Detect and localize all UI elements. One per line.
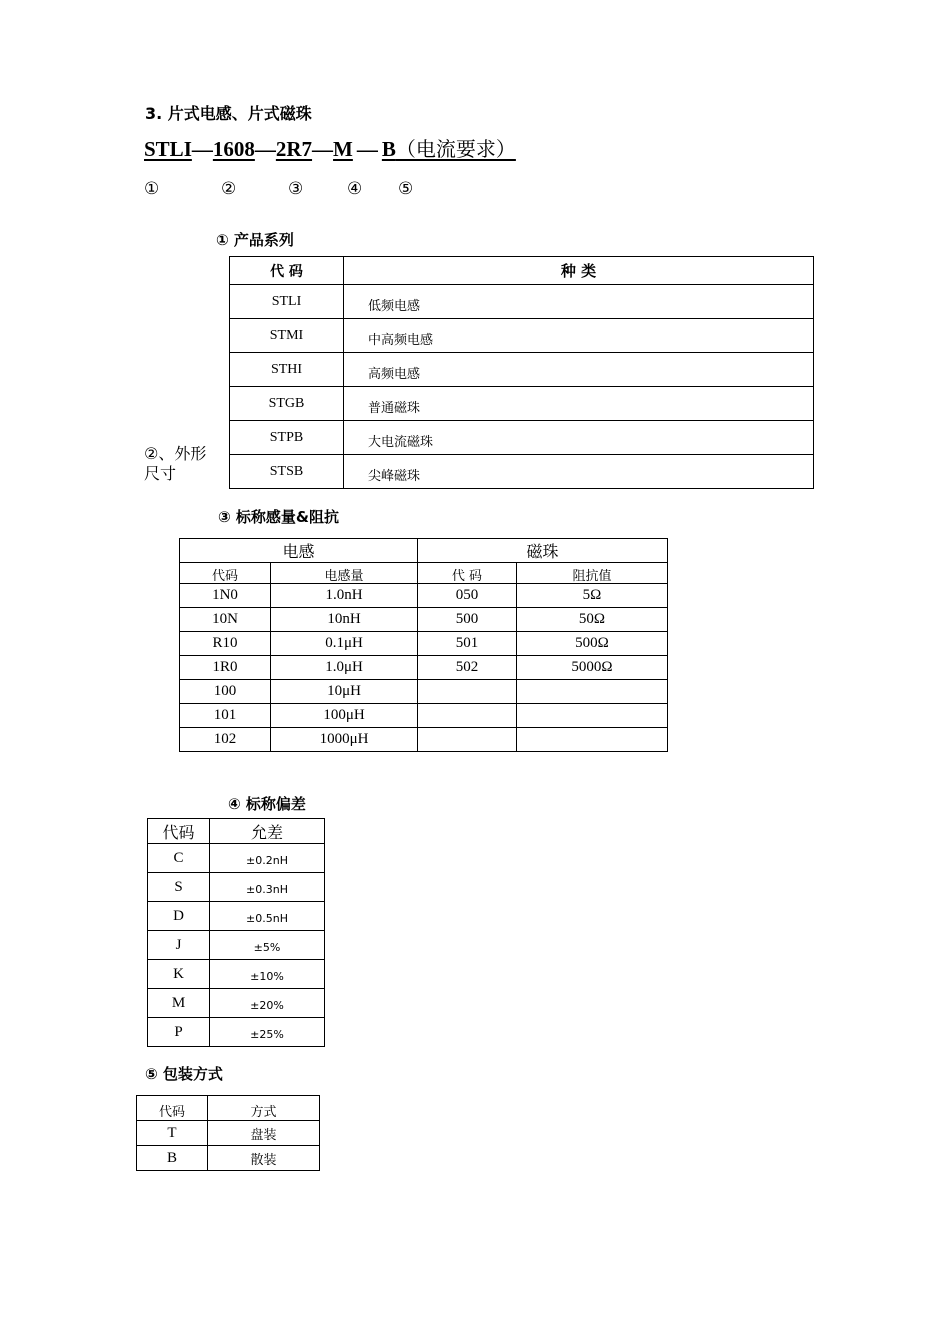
bead-code: 050: [418, 584, 517, 608]
bead-code: [418, 680, 517, 704]
bead-code: 501: [418, 632, 517, 656]
table-row: [230, 285, 814, 319]
table-header-row: [137, 1096, 320, 1121]
inductance-value: 100μH: [271, 704, 418, 728]
sub-header-code: 代码: [180, 563, 271, 584]
marker-3: ③: [288, 179, 304, 199]
impedance-value: 5000Ω: [517, 656, 668, 680]
inductance-code: 10N: [180, 608, 271, 632]
tolerance-value: ±10%: [210, 960, 325, 989]
inductance-value: 1.0μH: [271, 656, 418, 680]
tolerance-value: ±0.2nH: [210, 844, 325, 873]
section-heading: 3. 片式电感、片式磁珠: [145, 104, 312, 123]
header-code: 代码: [148, 819, 210, 844]
code-separator: —: [254, 137, 276, 161]
packaging-code: T: [137, 1121, 208, 1146]
impedance-value: [517, 680, 668, 704]
series-type: 高频电感: [344, 353, 814, 387]
shape-size-line-2: 尺寸: [144, 464, 177, 483]
bead-code: [418, 704, 517, 728]
packaging-title: ⑤ 包装方式: [145, 1065, 223, 1083]
series-code: STPB: [230, 421, 344, 455]
tolerance-table: [147, 818, 325, 1047]
part-code-line: [144, 133, 516, 162]
table-row: [137, 1146, 320, 1171]
table-row: [180, 632, 668, 656]
table-row: [148, 873, 325, 902]
inductance-value: 1.0nH: [271, 584, 418, 608]
tolerance-title: ④ 标称偏差: [228, 795, 306, 813]
code-segment-value: 2R7: [275, 137, 313, 161]
bead-code: 502: [418, 656, 517, 680]
impedance-value: [517, 704, 668, 728]
series-type: 低频电感: [344, 285, 814, 319]
header-code: 代码: [137, 1096, 208, 1121]
inductance-value: 10nH: [271, 608, 418, 632]
table-row: [148, 1018, 325, 1047]
code-separator: —: [356, 137, 378, 161]
inductance-value: 1000μH: [271, 728, 418, 752]
inductance-code: R10: [180, 632, 271, 656]
code-separator: —: [191, 137, 213, 161]
table-row: [180, 656, 668, 680]
table-row: [148, 989, 325, 1018]
nominal-title: ③ 标称感量&阻抗: [218, 508, 340, 526]
tolerance-code: K: [148, 960, 210, 989]
code-note: （电流要求）: [395, 137, 516, 161]
product-series-title: ① 产品系列: [216, 231, 294, 249]
marker-5: ⑤: [398, 179, 414, 199]
tolerance-code: M: [148, 989, 210, 1018]
impedance-value: 5Ω: [517, 584, 668, 608]
group-header-bead: 磁珠: [418, 539, 668, 563]
inductance-value: 0.1μH: [271, 632, 418, 656]
inductance-code: 1N0: [180, 584, 271, 608]
tolerance-code: D: [148, 902, 210, 931]
series-type: 尖峰磁珠: [344, 455, 814, 489]
header-tolerance: 允差: [210, 819, 325, 844]
table-row: [148, 844, 325, 873]
code-segment-tolerance: M: [333, 137, 353, 161]
group-header-row: [180, 539, 668, 563]
series-code: STHI: [230, 353, 344, 387]
table-row: [180, 704, 668, 728]
table-row: [180, 584, 668, 608]
sub-header-row: [180, 563, 668, 584]
impedance-value: 50Ω: [517, 608, 668, 632]
bead-code: [418, 728, 517, 752]
table-row: [137, 1121, 320, 1146]
table-header-row: [230, 257, 814, 285]
sub-header-inductance: 电感量: [271, 563, 418, 584]
tolerance-value: ±0.3nH: [210, 873, 325, 902]
tolerance-code: P: [148, 1018, 210, 1047]
shape-size-line-1: ②、外形: [144, 444, 207, 463]
nominal-table: [179, 538, 668, 752]
series-code: STLI: [230, 285, 344, 319]
tolerance-code: C: [148, 844, 210, 873]
inductance-code: 1R0: [180, 656, 271, 680]
bead-code: 500: [418, 608, 517, 632]
header-type: 种 类: [344, 257, 814, 285]
table-row: [148, 960, 325, 989]
table-row: [230, 387, 814, 421]
code-separator: —: [312, 137, 334, 161]
sub-header-impedance: 阻抗值: [517, 563, 668, 584]
tolerance-value: ±0.5nH: [210, 902, 325, 931]
marker-4: ④: [347, 179, 363, 199]
table-header-row: [148, 819, 325, 844]
tolerance-value: ±25%: [210, 1018, 325, 1047]
packaging-table: [136, 1095, 320, 1171]
table-row: [148, 902, 325, 931]
table-row: [180, 680, 668, 704]
inductance-code: 102: [180, 728, 271, 752]
series-code: STGB: [230, 387, 344, 421]
packaging-method: 盘装: [208, 1121, 320, 1146]
tolerance-code: S: [148, 873, 210, 902]
inductance-value: 10μH: [271, 680, 418, 704]
shape-size-label: [144, 444, 206, 484]
series-code: STMI: [230, 319, 344, 353]
marker-1: ①: [144, 179, 160, 199]
series-type: 大电流磁珠: [344, 421, 814, 455]
inductance-code: 100: [180, 680, 271, 704]
series-code: STSB: [230, 455, 344, 489]
product-series-table: [229, 256, 814, 489]
packaging-code: B: [137, 1146, 208, 1171]
code-segment-packaging-letter: B: [381, 137, 396, 161]
series-type: 普通磁珠: [344, 387, 814, 421]
table-row: [230, 319, 814, 353]
group-header-inductance: 电感: [180, 539, 418, 563]
table-row: [230, 353, 814, 387]
code-segment-size: 1608: [212, 137, 255, 161]
table-row: [148, 931, 325, 960]
series-type: 中高频电感: [344, 319, 814, 353]
table-row: [230, 455, 814, 489]
header-method: 方式: [208, 1096, 320, 1121]
inductance-code: 101: [180, 704, 271, 728]
code-segment-packaging: [382, 137, 516, 161]
packaging-method: 散装: [208, 1146, 320, 1171]
code-segment-series: STLI: [144, 137, 192, 161]
table-row: [180, 608, 668, 632]
sub-header-bead-code: 代 码: [418, 563, 517, 584]
impedance-value: 500Ω: [517, 632, 668, 656]
table-row: [230, 421, 814, 455]
tolerance-value: ±5%: [210, 931, 325, 960]
header-code: 代 码: [230, 257, 344, 285]
impedance-value: [517, 728, 668, 752]
tolerance-code: J: [148, 931, 210, 960]
table-row: [180, 728, 668, 752]
tolerance-value: ±20%: [210, 989, 325, 1018]
marker-2: ②: [221, 179, 237, 199]
